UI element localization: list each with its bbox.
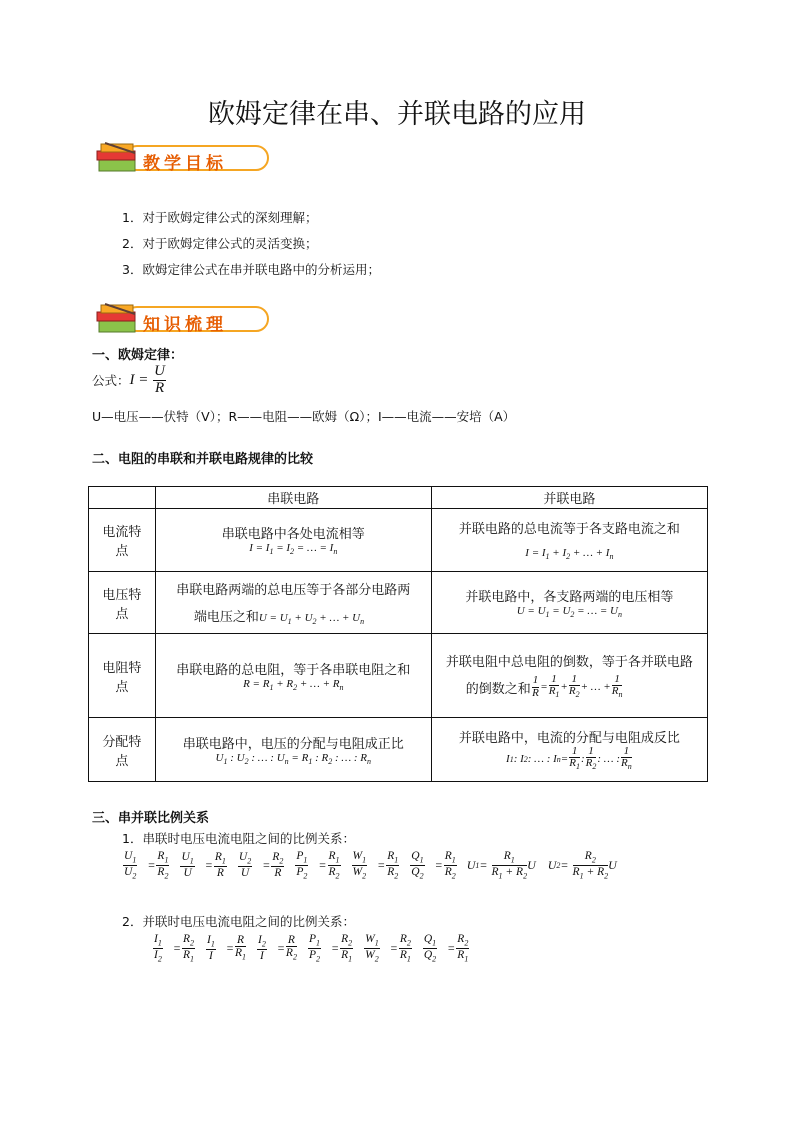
banner-goals-label: 教学目标: [143, 154, 227, 174]
parallel-cell: [431, 634, 707, 718]
row-label: 电流特点: [89, 509, 156, 572]
table-header-parallel: 并联电路: [431, 487, 707, 509]
series-voltage-line: 端电压之和$U = U_1 + U_2$ + … + $U_n$: [193, 609, 365, 627]
series-text-cont: 端电压之和: [193, 609, 259, 625]
series-text: 串联电路中各处电流相等: [221, 527, 365, 543]
goal-item-3: 3．欧姆定律公式在串并联电路中的分析运用；: [122, 262, 380, 277]
series-text: 串联电路的总电阻，等于各串联电阻之和: [176, 662, 411, 678]
row-label: 电阻特点: [89, 634, 156, 718]
series-cell: [155, 572, 431, 634]
series-cell: [155, 718, 431, 782]
series-text: 串联电路中，电压的分配与电阻成正比: [182, 736, 404, 752]
series-resistance-eq: $R = R_1 + R_2$ + … + $R_n$: [243, 677, 344, 693]
formula-label: 公式：: [92, 373, 130, 388]
table-row: [89, 718, 708, 782]
sub-heading-series: 1．串联时电压电流电阻之间的比例关系：: [122, 831, 355, 846]
heading-ohms-law: 一、欧姆定律：: [92, 348, 184, 363]
table-header-blank: [89, 487, 156, 509]
parallel-distribution-eq: I 1 : I 2 : … : I n = $\frac{1}{R_1}$ : $\frac{1}{R_2}$ : … : $\frac{1}{R_n}$: [506, 744, 632, 772]
parallel-text: 并联电路中，电流的分配与电阻成反比: [458, 730, 680, 746]
parallel-current-eq: $I = I_1 + I_2$ + … + $I_n$: [525, 547, 614, 562]
heading-comparison: 二、电阻的串联和并联电路规律的比较: [92, 452, 314, 467]
table-header-row: [89, 487, 708, 509]
page-title: 欧姆定律在串、并联电路的应用: [208, 99, 586, 130]
parallel-cell: [431, 718, 707, 782]
parallel-voltage-eq: $U = U_1 = U_2$ = … = $U_n$: [516, 604, 622, 620]
parallel-text: 并联电路中，各支路两端的电压相等: [465, 589, 674, 605]
table-header-series: 串联电路: [155, 487, 431, 509]
sub-heading-parallel: 2．并联时电压电流电阻之间的比例关系：: [122, 914, 355, 929]
parallel-cell: [431, 572, 707, 634]
parallel-text: 并联电路的总电流等于各支路电流之和: [458, 522, 680, 538]
series-cell: [155, 634, 431, 718]
row-label: 电压特点: [89, 572, 156, 634]
banner-knowledge-label: 知识梳理: [143, 315, 227, 335]
parallel-text: 并联电阻中总电阻的倒数，等于各并联电路: [445, 654, 693, 670]
comparison-table: [88, 486, 708, 782]
parallel-ratio-row: $\frac{I_1}{I_2}$ = $\frac{R_2}{R_1}$ $\frac{I_1}{I}$ = $\frac{R}{R_1}$ $\frac{I_2}{I}$ = $\frac{R}{R_2}$ $\frac{P_1}{P_2}$ = $\frac{R_2}{R_1}$ $\frac{W_1}{W_2}$ = $\frac{R_2}{R_1}$ $\frac{Q_1}{Q_2}$ = $\frac{R_2}{R_1}$: [154, 933, 469, 963]
goal-item-2: 2．对于欧姆定律公式的灵活变换；: [122, 236, 318, 251]
series-distribution-eq: $U_1$ : $U_2$ : … : $U_n = R_1$ : $R_2$ : … : $R_n$: [215, 751, 372, 767]
heading-ratios: 三、串并联比例关系: [92, 811, 210, 826]
series-cell: [155, 509, 431, 572]
goal-item-1: 1．对于欧姆定律公式的深刻理解；: [122, 210, 318, 225]
section-banner-goals: [95, 141, 270, 175]
table-row: [89, 572, 708, 634]
section-banner-knowledge: [95, 302, 270, 336]
parallel-resistance-line: 的倒数之和 $\frac{1}{R}$ = $\frac{1}{R_1}$ + $\frac{1}{R_2}$ + … + $\frac{1}{R_n}$: [465, 672, 623, 700]
parallel-text-cont: 的倒数之和: [465, 681, 531, 697]
table-row: [89, 509, 708, 572]
ohms-law-formula: 公式： I = $\frac{U}{R}$: [92, 362, 165, 396]
parallel-cell: [431, 509, 707, 572]
table-row: [89, 634, 708, 718]
series-text: 串联电路两端的总电压等于各部分电路两: [176, 582, 411, 598]
row-label: 分配特点: [89, 718, 156, 782]
series-ratio-row: $\frac{U_1}{U_2}$ = $\frac{R_1}{R_2}$ $\frac{U_1}{U}$ = $\frac{R_1}{R}$ $\frac{U_2}{U}$ = $\frac{R_2}{R}$ $\frac{P_1}{P_2}$ = $\frac{R_1}{R_2}$ $\frac{W_1}{W_2}$ = $\frac{R_1}{R_2}$ $\frac{Q_1}{Q_2}$ = $\frac{R_1}{R_2}$ U 1 = $\frac{R_1}{R_1 + R_2}$ U U 2 = $\frac{R_2}{R_1 + R_2}$ U: [124, 850, 617, 880]
series-current-eq: $I = I_1 = I_2$ = … = $I_n$: [249, 542, 338, 557]
units-line: U—电压——伏特（V）；R——电阻——欧姆（Ω）；I——电流——安培（A）: [92, 409, 516, 424]
